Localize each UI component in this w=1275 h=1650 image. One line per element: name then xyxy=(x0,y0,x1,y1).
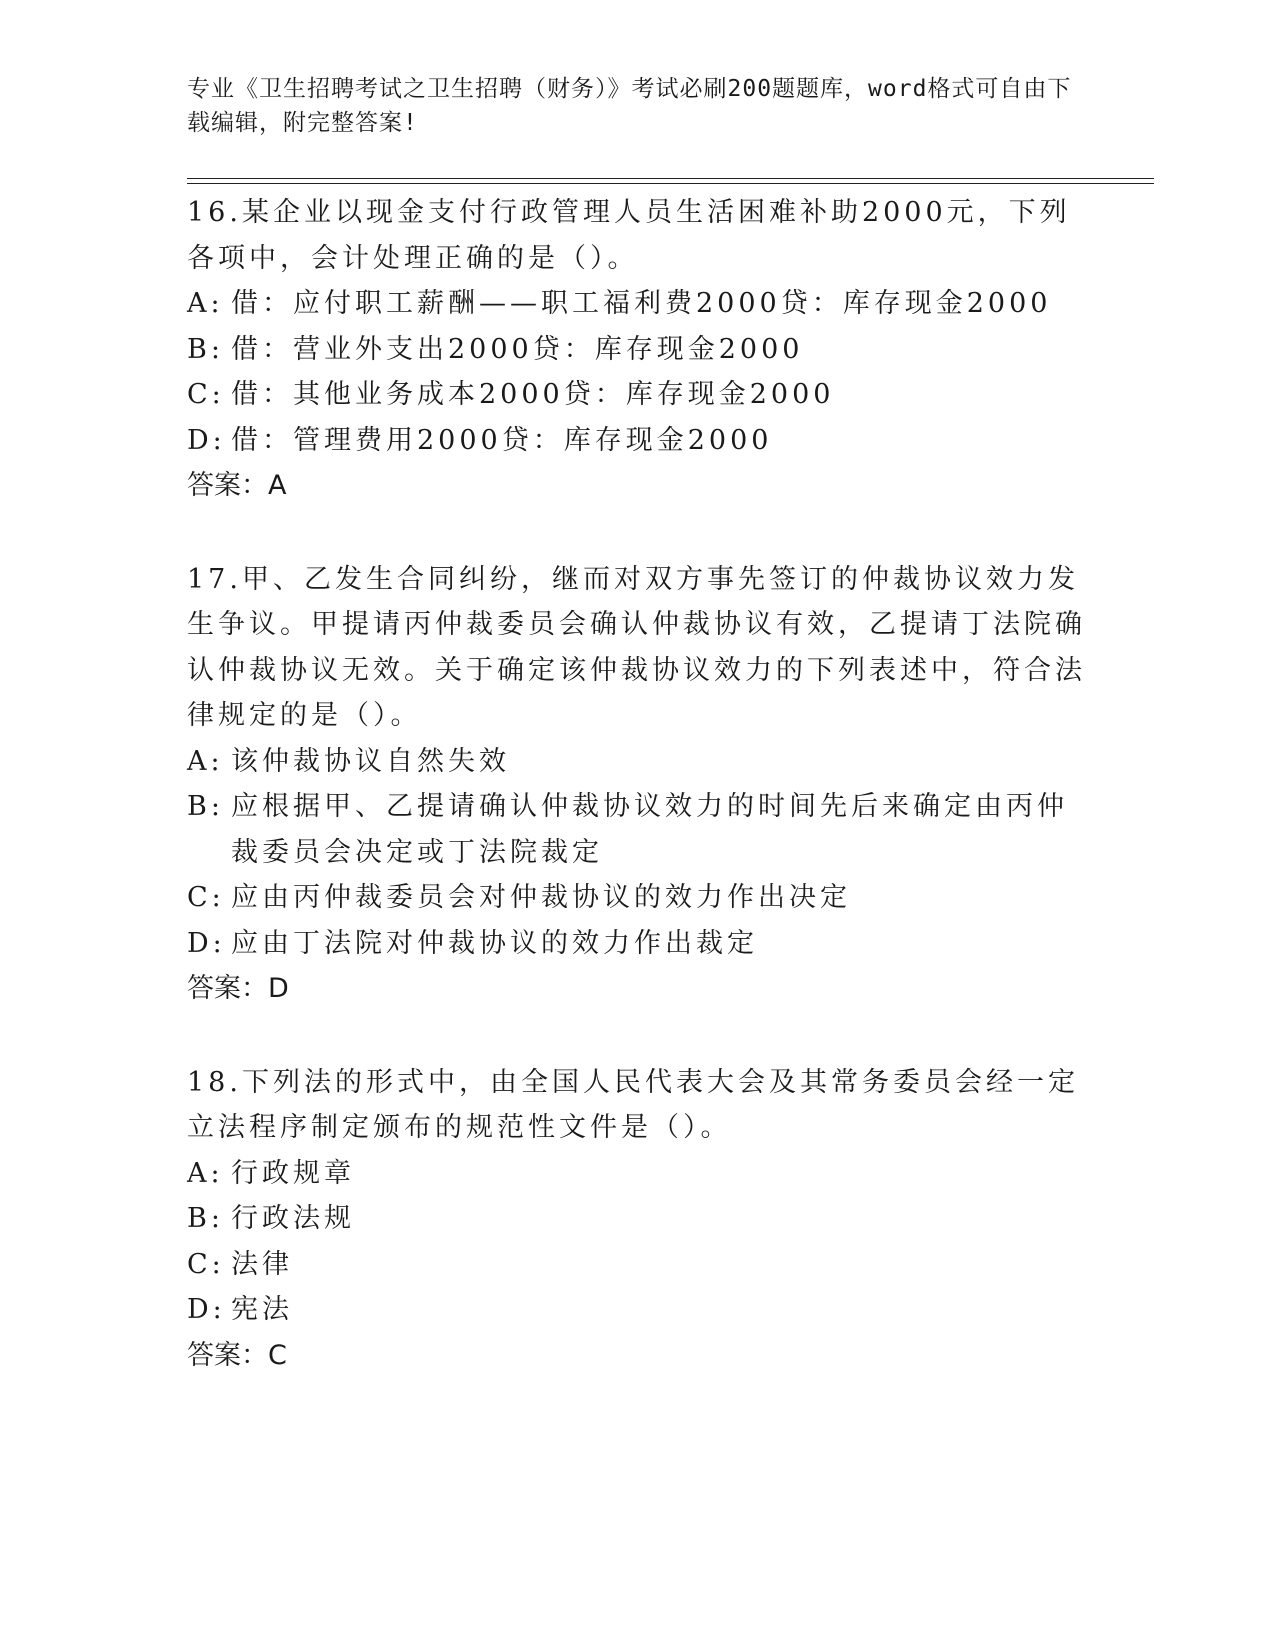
option-text: 应根据甲、乙提请确认仲裁协议效力的时间先后来确定由丙仲裁委员会决定或丁法院裁定 xyxy=(231,791,1068,868)
option-letter: A: xyxy=(187,745,224,777)
option-text: 借：应付职工薪酬——职工福利费2000贷：库存现金2000 xyxy=(231,288,1052,319)
answer-line: 答案：D xyxy=(187,973,289,1004)
option-a xyxy=(187,739,1087,785)
option-a xyxy=(187,1151,1087,1197)
option-d xyxy=(187,921,1087,967)
option-letter: C: xyxy=(187,882,225,913)
option-letter: D: xyxy=(187,927,226,959)
question-17 xyxy=(187,557,1087,1012)
option-text: 该仲裁协议自然失效 xyxy=(231,745,510,777)
option-text: 借：其他业务成本2000贷：库存现金2000 xyxy=(231,379,835,410)
option-letter: D: xyxy=(187,424,226,456)
option-a xyxy=(187,281,1087,327)
option-letter: A: xyxy=(187,1157,224,1189)
option-d xyxy=(187,418,1087,464)
option-b xyxy=(187,1196,1087,1242)
question-text: 17.甲、乙发生合同纠纷，继而对双方事先签订的仲裁协议效力发生争议。甲提请丙仲裁委员会确认仲裁协议有效，乙提请丁法院确认仲裁协议无效。关于确定该仲裁协议效力的下列表述中，符合法律规定的是（）。 xyxy=(187,563,1086,731)
option-c xyxy=(187,1242,1087,1288)
answer-line: 答案：A xyxy=(187,470,287,501)
option-letter: B: xyxy=(187,333,224,365)
option-letter: D: xyxy=(187,1294,226,1325)
spacer xyxy=(187,1012,1087,1060)
option-text: 法律 xyxy=(231,1248,293,1280)
option-letter: C: xyxy=(187,1248,225,1280)
spacer xyxy=(187,509,1087,557)
option-text: 宪法 xyxy=(231,1294,293,1325)
option-text: 行政规章 xyxy=(231,1157,355,1189)
question-18 xyxy=(187,1060,1087,1379)
question-16 xyxy=(187,190,1087,509)
option-text: 借：营业外支出2000贷：库存现金2000 xyxy=(231,333,804,365)
option-text: 行政法规 xyxy=(231,1203,355,1234)
option-b xyxy=(187,784,1087,875)
question-text: 16.某企业以现金支付行政管理人员生活困难补助2000元，下列各项中，会计处理正确的是（）。 xyxy=(187,197,1071,274)
header-divider-bottom xyxy=(187,183,1154,184)
option-text: 应由丁法院对仲裁协议的效力作出裁定 xyxy=(231,927,758,959)
option-d xyxy=(187,1287,1087,1333)
option-letter: B: xyxy=(187,791,224,822)
option-c xyxy=(187,875,1087,921)
header-divider-top xyxy=(187,178,1154,179)
document-header: 专业《卫生招聘考试之卫生招聘（财务）》考试必刷200题题库，word格式可自由下载编辑，附完整答案! xyxy=(187,76,1072,136)
option-text: 借：管理费用2000贷：库存现金2000 xyxy=(231,424,773,456)
option-letter: B: xyxy=(187,1203,224,1234)
option-letter: C: xyxy=(187,379,225,410)
answer-line: 答案：C xyxy=(187,1339,287,1371)
option-c xyxy=(187,372,1087,418)
option-letter: A: xyxy=(187,288,224,319)
question-list xyxy=(187,190,1087,1378)
option-b xyxy=(187,327,1087,373)
option-text: 应由丙仲裁委员会对仲裁协议的效力作出决定 xyxy=(231,882,851,913)
question-text: 18.下列法的形式中，由全国人民代表大会及其常务委员会经一定立法程序制定颁布的规范性文件是（）。 xyxy=(187,1066,1079,1143)
